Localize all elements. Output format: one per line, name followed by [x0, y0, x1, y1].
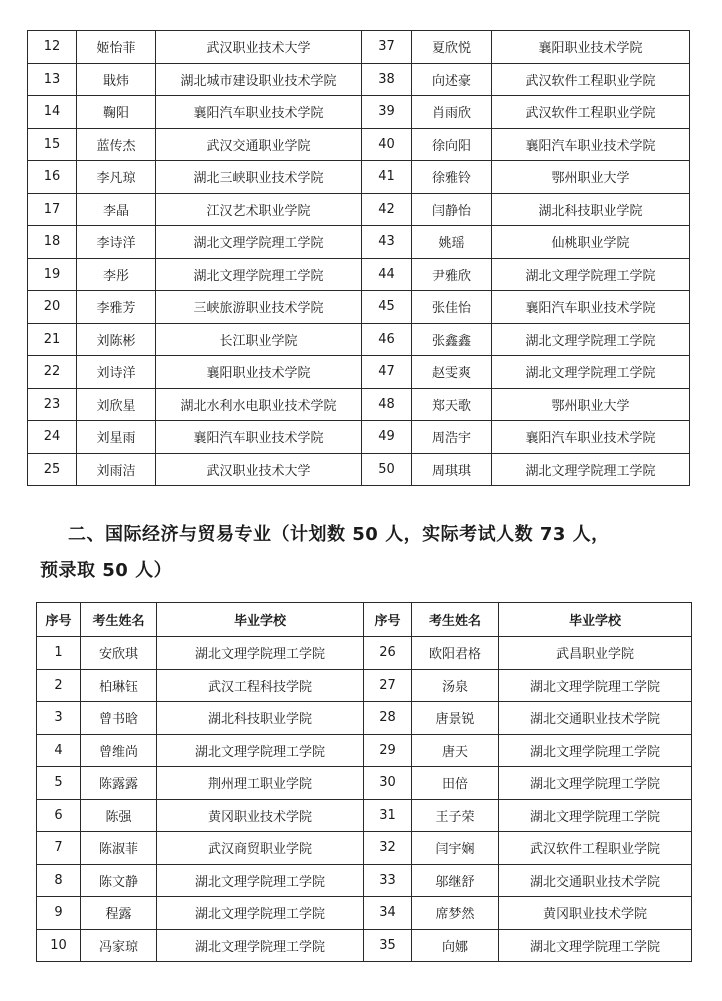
cell-school-right: 湖北交通职业技术学院 — [499, 864, 692, 897]
cell-seq-right: 46 — [362, 323, 412, 356]
cell-seq-left: 6 — [37, 799, 81, 832]
admission-table-section1 — [27, 30, 690, 486]
table-row — [28, 128, 690, 161]
table-row — [28, 161, 690, 194]
table-row — [28, 226, 690, 259]
cell-school-left: 武汉工程科技学院 — [157, 669, 364, 702]
cell-school-left: 襄阳汽车职业技术学院 — [156, 421, 362, 454]
cell-seq-left: 19 — [28, 258, 77, 291]
cell-seq-left: 12 — [28, 31, 77, 64]
cell-school-right: 仙桃职业学院 — [492, 226, 690, 259]
cell-name-right: 郑天歌 — [412, 388, 492, 421]
table-row — [37, 734, 692, 767]
cell-name-right: 闫静怡 — [412, 193, 492, 226]
table-header-row — [37, 603, 692, 637]
cell-seq-left: 24 — [28, 421, 77, 454]
cell-school-left: 湖北文理学院理工学院 — [156, 226, 362, 259]
cell-seq-right: 49 — [362, 421, 412, 454]
cell-name-left: 陈露露 — [81, 767, 157, 800]
cell-seq-left: 9 — [37, 897, 81, 930]
cell-school-right: 襄阳汽车职业技术学院 — [492, 291, 690, 324]
cell-school-left: 黄冈职业技术学院 — [157, 799, 364, 832]
cell-seq-right: 37 — [362, 31, 412, 64]
cell-name-right: 夏欣悦 — [412, 31, 492, 64]
cell-name-left: 李诗洋 — [77, 226, 156, 259]
cell-seq-right: 30 — [364, 767, 412, 800]
cell-seq-left: 15 — [28, 128, 77, 161]
cell-name-left: 刘星雨 — [77, 421, 156, 454]
table-row — [37, 832, 692, 865]
table-row — [28, 258, 690, 291]
cell-seq-left: 4 — [37, 734, 81, 767]
header-school-left: 毕业学校 — [157, 603, 364, 637]
cell-school-right: 湖北文理学院理工学院 — [492, 356, 690, 389]
cell-seq-left: 22 — [28, 356, 77, 389]
cell-school-left: 长江职业学院 — [156, 323, 362, 356]
cell-school-left: 武汉商贸职业学院 — [157, 832, 364, 865]
cell-name-right: 姚瑶 — [412, 226, 492, 259]
cell-seq-right: 38 — [362, 63, 412, 96]
cell-school-left: 湖北城市建设职业技术学院 — [156, 63, 362, 96]
cell-seq-left: 25 — [28, 453, 77, 486]
cell-name-right: 徐雅铃 — [412, 161, 492, 194]
cell-name-right: 向娜 — [412, 929, 499, 962]
cell-name-right: 唐景锐 — [412, 702, 499, 735]
cell-name-left: 陈强 — [81, 799, 157, 832]
cell-seq-left: 10 — [37, 929, 81, 962]
cell-school-left: 湖北水利水电职业技术学院 — [156, 388, 362, 421]
cell-name-right: 徐向阳 — [412, 128, 492, 161]
cell-school-right: 襄阳职业技术学院 — [492, 31, 690, 64]
cell-name-left: 李彤 — [77, 258, 156, 291]
cell-seq-left: 14 — [28, 96, 77, 129]
cell-name-left: 蓝传杰 — [77, 128, 156, 161]
header-seq-left: 序号 — [37, 603, 81, 637]
cell-name-right: 闫宇娴 — [412, 832, 499, 865]
cell-seq-right: 33 — [364, 864, 412, 897]
cell-seq-right: 32 — [364, 832, 412, 865]
cell-seq-left: 17 — [28, 193, 77, 226]
cell-name-left: 陈淑菲 — [81, 832, 157, 865]
cell-school-left: 襄阳职业技术学院 — [156, 356, 362, 389]
cell-name-right: 周琪琪 — [412, 453, 492, 486]
admission-table-international-trade — [36, 602, 692, 962]
cell-school-right: 湖北文理学院理工学院 — [499, 669, 692, 702]
section-heading-line2: 预录取 50 人） — [40, 560, 173, 581]
cell-name-left: 曾维尚 — [81, 734, 157, 767]
cell-school-right: 湖北文理学院理工学院 — [492, 453, 690, 486]
cell-seq-right: 31 — [364, 799, 412, 832]
cell-name-right: 席梦然 — [412, 897, 499, 930]
cell-name-right: 尹雅欣 — [412, 258, 492, 291]
cell-school-right: 武汉软件工程职业学院 — [499, 832, 692, 865]
cell-name-right: 周浩宇 — [412, 421, 492, 454]
cell-seq-right: 43 — [362, 226, 412, 259]
cell-seq-right: 42 — [362, 193, 412, 226]
cell-seq-right: 45 — [362, 291, 412, 324]
cell-name-right: 唐天 — [412, 734, 499, 767]
cell-school-left: 湖北文理学院理工学院 — [157, 734, 364, 767]
table-row — [37, 702, 692, 735]
cell-name-right: 肖雨欣 — [412, 96, 492, 129]
header-school-right: 毕业学校 — [499, 603, 692, 637]
cell-name-left: 姬怡菲 — [77, 31, 156, 64]
table-row — [37, 669, 692, 702]
header-name-right: 考生姓名 — [412, 603, 499, 637]
cell-seq-left: 3 — [37, 702, 81, 735]
cell-school-right: 湖北文理学院理工学院 — [492, 258, 690, 291]
cell-name-right: 王子荣 — [412, 799, 499, 832]
cell-seq-left: 23 — [28, 388, 77, 421]
cell-school-right: 湖北科技职业学院 — [492, 193, 690, 226]
cell-seq-right: 41 — [362, 161, 412, 194]
cell-name-left: 刘欣星 — [77, 388, 156, 421]
cell-name-left: 李雅芳 — [77, 291, 156, 324]
cell-name-left: 刘雨洁 — [77, 453, 156, 486]
cell-school-right: 武汉软件工程职业学院 — [492, 96, 690, 129]
cell-name-right: 邬继舒 — [412, 864, 499, 897]
cell-name-left: 李凡琼 — [77, 161, 156, 194]
cell-seq-right: 44 — [362, 258, 412, 291]
table-row — [28, 453, 690, 486]
cell-school-left: 湖北文理学院理工学院 — [157, 929, 364, 962]
cell-seq-left: 2 — [37, 669, 81, 702]
table-row — [37, 637, 692, 670]
cell-seq-right: 34 — [364, 897, 412, 930]
cell-seq-right: 29 — [364, 734, 412, 767]
cell-seq-left: 13 — [28, 63, 77, 96]
cell-school-left: 襄阳汽车职业技术学院 — [156, 96, 362, 129]
table-row — [28, 388, 690, 421]
cell-school-right: 湖北文理学院理工学院 — [499, 799, 692, 832]
table-row — [37, 799, 692, 832]
table-row — [37, 864, 692, 897]
cell-seq-right: 47 — [362, 356, 412, 389]
cell-name-right: 张佳怡 — [412, 291, 492, 324]
cell-seq-left: 5 — [37, 767, 81, 800]
cell-school-left: 武汉职业技术大学 — [156, 453, 362, 486]
cell-name-right: 汤泉 — [412, 669, 499, 702]
table2-body — [37, 637, 692, 962]
cell-school-right: 黄冈职业技术学院 — [499, 897, 692, 930]
cell-seq-left: 20 — [28, 291, 77, 324]
cell-school-right: 湖北文理学院理工学院 — [499, 929, 692, 962]
table-row — [37, 897, 692, 930]
cell-seq-left: 21 — [28, 323, 77, 356]
cell-name-right: 田倍 — [412, 767, 499, 800]
section-heading-line1: 二、国际经济与贸易专业（计划数 50 人，实际考试人数 73 人， — [68, 524, 610, 545]
cell-seq-right: 35 — [364, 929, 412, 962]
cell-school-right: 襄阳汽车职业技术学院 — [492, 421, 690, 454]
cell-name-left: 曾书晗 — [81, 702, 157, 735]
cell-name-left: 鞠阳 — [77, 96, 156, 129]
cell-school-right: 湖北文理学院理工学院 — [492, 323, 690, 356]
cell-school-right: 湖北文理学院理工学院 — [499, 734, 692, 767]
table-row — [37, 767, 692, 800]
cell-school-left: 湖北文理学院理工学院 — [156, 258, 362, 291]
cell-school-right: 鄂州职业大学 — [492, 388, 690, 421]
cell-school-right: 襄阳汽车职业技术学院 — [492, 128, 690, 161]
cell-seq-right: 39 — [362, 96, 412, 129]
cell-name-left: 冯家琼 — [81, 929, 157, 962]
header-name-left: 考生姓名 — [81, 603, 157, 637]
cell-name-right: 欧阳君格 — [412, 637, 499, 670]
cell-seq-right: 27 — [364, 669, 412, 702]
cell-seq-right: 28 — [364, 702, 412, 735]
table-row — [28, 421, 690, 454]
cell-name-left: 程露 — [81, 897, 157, 930]
cell-name-right: 张鑫鑫 — [412, 323, 492, 356]
cell-seq-right: 26 — [364, 637, 412, 670]
cell-school-left: 湖北文理学院理工学院 — [157, 637, 364, 670]
cell-school-left: 湖北文理学院理工学院 — [157, 897, 364, 930]
cell-seq-left: 16 — [28, 161, 77, 194]
cell-seq-right: 50 — [362, 453, 412, 486]
cell-school-left: 武汉交通职业学院 — [156, 128, 362, 161]
cell-name-left: 安欣琪 — [81, 637, 157, 670]
cell-name-left: 刘陈彬 — [77, 323, 156, 356]
table-row — [28, 31, 690, 64]
cell-name-left: 陈文静 — [81, 864, 157, 897]
cell-seq-left: 1 — [37, 637, 81, 670]
cell-school-left: 湖北科技职业学院 — [157, 702, 364, 735]
table-row — [28, 63, 690, 96]
cell-school-right: 武昌职业学院 — [499, 637, 692, 670]
cell-name-left: 刘诗洋 — [77, 356, 156, 389]
cell-seq-left: 8 — [37, 864, 81, 897]
cell-name-left: 戢炜 — [77, 63, 156, 96]
cell-school-right: 湖北交通职业技术学院 — [499, 702, 692, 735]
cell-name-left: 李晶 — [77, 193, 156, 226]
cell-name-left: 柏琳钰 — [81, 669, 157, 702]
cell-name-right: 向述豪 — [412, 63, 492, 96]
cell-school-left: 江汉艺术职业学院 — [156, 193, 362, 226]
cell-school-left: 湖北文理学院理工学院 — [157, 864, 364, 897]
cell-school-left: 三峡旅游职业技术学院 — [156, 291, 362, 324]
table-row — [28, 193, 690, 226]
header-seq-right: 序号 — [364, 603, 412, 637]
cell-school-left: 武汉职业技术大学 — [156, 31, 362, 64]
table-row — [28, 356, 690, 389]
table-row — [37, 929, 692, 962]
cell-seq-left: 7 — [37, 832, 81, 865]
table-row — [28, 291, 690, 324]
cell-seq-left: 18 — [28, 226, 77, 259]
cell-school-left: 荆州理工职业学院 — [157, 767, 364, 800]
cell-school-right: 武汉软件工程职业学院 — [492, 63, 690, 96]
cell-seq-right: 48 — [362, 388, 412, 421]
cell-school-right: 湖北文理学院理工学院 — [499, 767, 692, 800]
cell-seq-right: 40 — [362, 128, 412, 161]
cell-school-left: 湖北三峡职业技术学院 — [156, 161, 362, 194]
cell-school-right: 鄂州职业大学 — [492, 161, 690, 194]
table-row — [28, 323, 690, 356]
table1-body — [28, 31, 690, 486]
table-row — [28, 96, 690, 129]
cell-name-right: 赵雯爽 — [412, 356, 492, 389]
